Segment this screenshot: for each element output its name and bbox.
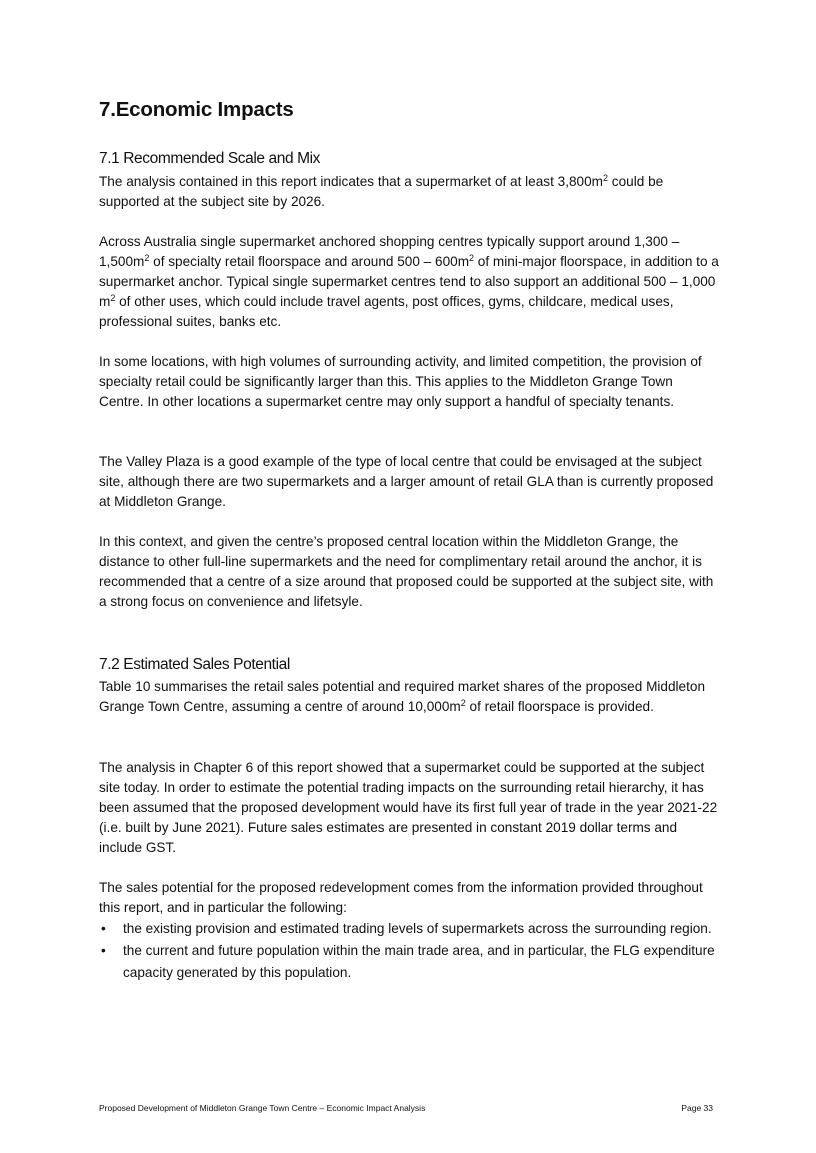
text-run: of retail floorspace is provided. [465, 699, 654, 714]
bullet-list [99, 918, 719, 984]
text-run: could be supported at the subject site by 2026. [99, 174, 664, 209]
section-heading-7-2: 7.2 Estimated Sales Potential [99, 656, 290, 673]
paragraph-7-1-3: In some locations, with high volumes of surrounding activity, and limited competition, the provision of specialty retail could be significantly larger than this. This applies to the Middleton Grange Town Centre. In other locations a supermarket centre may only support a handful of specialty tenants. [99, 354, 702, 409]
paragraph-7-1-5: In this context, and given the centre’s proposed central location within the Middleton Grange, the distance to other full-line supermarkets and the need for complimentary retail around the anchor, it is recommended that a centre of a size around that proposed could be supported at the subject site, with a strong focus on convenience and lifetsyle. [99, 534, 714, 609]
paragraph-7-1-4: The Valley Plaza is a good example of the type of local centre that could be envisaged at the subject site, although there are two supermarkets and a larger amount of retail GLA than is currently proposed at Middleton Grange. [99, 454, 714, 509]
superscript: 2 [460, 698, 466, 708]
paragraph-7-2-3: The sales potential for the proposed redevelopment comes from the information provided throughout this report, and in particular the following: [99, 880, 703, 915]
paragraph-7-1-1 [99, 172, 719, 212]
list-item [99, 940, 719, 984]
list-item-text: the existing provision and estimated trading levels of supermarkets across the surrounding region. [123, 921, 712, 936]
text-run: of mini-major floorspace, in addition to a supermarket anchor. Typical single supermarket centres tend to also support an additional 500 – 1,000 m [99, 254, 719, 309]
page-number: Page 33 [681, 1103, 713, 1113]
paragraph-7-1-2 [99, 232, 719, 332]
text-run: Across Australia single supermarket anchored shopping centres typically support around 1,300 – 1,500m [99, 234, 680, 269]
superscript: 2 [469, 253, 475, 263]
footer-title: Proposed Development of Middleton Grange Town Centre – Economic Impact Analysis [99, 1103, 426, 1113]
paragraph-7-2-1 [99, 677, 719, 717]
text-run: of specialty retail floorspace and around 500 – 600m [149, 254, 470, 269]
superscript: 2 [603, 173, 609, 183]
bullet-icon: • [101, 943, 106, 958]
chapter-heading: 7.Economic Impacts [99, 98, 294, 121]
section-heading-7-1: 7.1 Recommended Scale and Mix [99, 150, 321, 167]
superscript: 2 [110, 293, 116, 303]
list-item [99, 918, 719, 940]
text-run: The analysis contained in this report indicates that a supermarket of at least 3,800m [99, 174, 603, 189]
list-item-text: the current and future population within the main trade area, and in particular, the FLG expenditure capacity generated by this population. [123, 943, 715, 980]
bullet-icon: • [101, 921, 106, 936]
text-run: of other uses, which could include travel agents, post offices, gyms, childcare, medical uses, professional suites, banks etc. [99, 294, 674, 329]
superscript: 2 [144, 253, 150, 263]
paragraph-7-2-2: The analysis in Chapter 6 of this report showed that a supermarket could be supported at the subject site today. In order to estimate the potential trading impacts on the surrounding retail hierarchy, it has been assumed that the proposed development would have its first full year of trade in the year 2021-22 (i.e. built by June 2021). Future sales estimates are presented in constant 2019 dollar terms and include GST. [99, 760, 718, 855]
text-run: Table 10 summarises the retail sales potential and required market shares of the proposed Middleton Grange Town Centre, assuming a centre of around 10,000m [99, 679, 706, 714]
